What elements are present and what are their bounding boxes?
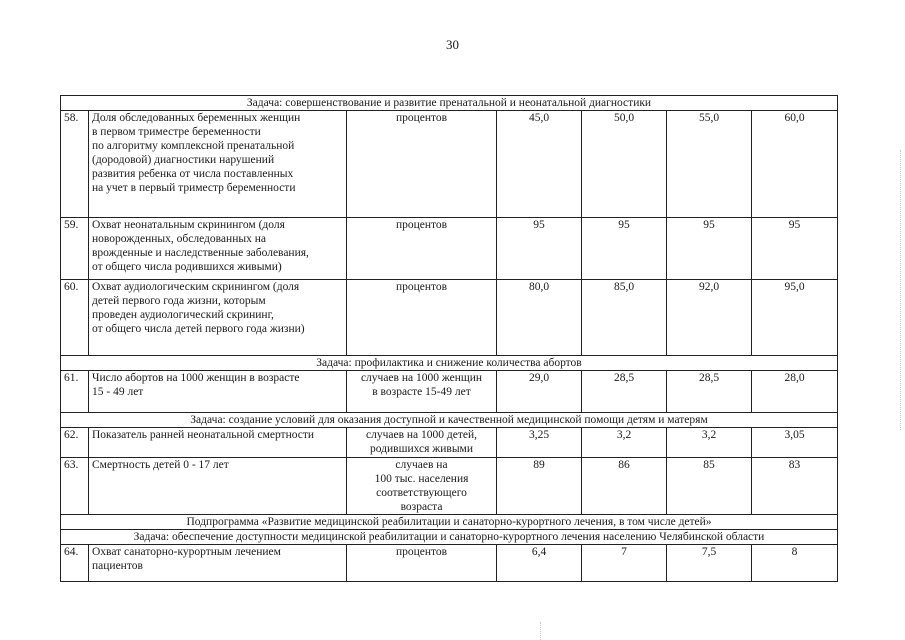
row-number: 62. — [61, 428, 89, 458]
indicators-table — [60, 95, 838, 582]
unit-cell: случаев на 1000 женщин в возрасте 15-49 лет — [347, 371, 497, 413]
value-cell: 7 — [582, 545, 667, 582]
value-cell: 29,0 — [497, 371, 582, 413]
value-cell: 95 — [497, 218, 582, 280]
value-cell: 95 — [752, 218, 838, 280]
value-cell: 28,5 — [582, 371, 667, 413]
value-cell: 80,0 — [497, 280, 582, 356]
indicator-name: Охват неонатальным скринингом (доля новорожденных, обследованных на врожденные и наследственные заболевания, от общего числа родившихся живыми) — [89, 218, 347, 280]
scan-artifact — [899, 150, 901, 430]
indicator-name: Охват аудиологическим скринингом (доля детей первого года жизни, которым проведен аудиологический скрининг, от общего числа детей первого года жизни) — [89, 280, 347, 356]
value-cell: 28,0 — [752, 371, 838, 413]
page-number: 30 — [446, 37, 459, 52]
indicator-name: Доля обследованных беременных женщин в первом триместре беременности по алгоритму комплексной пренатальной (дородовой) диагностики нарушений развития ребенка от числа поставленных на учет в первый триместр беременности — [89, 111, 347, 218]
table-row — [61, 280, 838, 356]
section-title: Задача: профилактика и снижение количества абортов — [61, 356, 838, 371]
unit-cell: процентов — [347, 218, 497, 280]
value-cell: 95,0 — [752, 280, 838, 356]
value-cell: 92,0 — [667, 280, 752, 356]
section-row — [61, 356, 838, 371]
table-row — [61, 545, 838, 582]
unit-cell: случаев на 1000 детей, родившихся живыми — [347, 428, 497, 458]
value-cell: 60,0 — [752, 111, 838, 218]
row-number: 59. — [61, 218, 89, 280]
section-row — [61, 515, 838, 530]
value-cell: 8 — [752, 545, 838, 582]
value-cell: 7,5 — [667, 545, 752, 582]
value-cell: 85 — [667, 458, 752, 515]
unit-cell: случаев на 100 тыс. населения соответствующего возраста — [347, 458, 497, 515]
value-cell: 55,0 — [667, 111, 752, 218]
unit-cell: процентов — [347, 280, 497, 356]
value-cell: 28,5 — [667, 371, 752, 413]
row-number: 58. — [61, 111, 89, 218]
indicator-name: Охват санаторно-курортным лечением пациентов — [89, 545, 347, 582]
section-title: Задача: совершенствование и развитие пренатальной и неонатальной диагностики — [61, 96, 838, 111]
row-number: 64. — [61, 545, 89, 582]
value-cell: 3,05 — [752, 428, 838, 458]
table-row — [61, 428, 838, 458]
section-title: Задача: обеспечение доступности медицинской реабилитации и санаторно-курортного лечения населению Челябинской области — [61, 530, 838, 545]
table-row — [61, 371, 838, 413]
scan-artifact — [540, 622, 542, 640]
table-row — [61, 218, 838, 280]
unit-cell: процентов — [347, 111, 497, 218]
section-title: Подпрограмма «Развитие медицинской реабилитации и санаторно-курортного лечения, в том числе детей» — [61, 515, 838, 530]
row-number: 61. — [61, 371, 89, 413]
value-cell: 3,2 — [582, 428, 667, 458]
value-cell: 86 — [582, 458, 667, 515]
indicator-name: Показатель ранней неонатальной смертности — [89, 428, 347, 458]
table-row — [61, 458, 838, 515]
section-row — [61, 530, 838, 545]
value-cell: 45,0 — [497, 111, 582, 218]
section-title: Задача: создание условий для оказания доступной и качественной медицинской помощи детям и матерям — [61, 413, 838, 428]
value-cell: 3,2 — [667, 428, 752, 458]
indicator-name: Смертность детей 0 - 17 лет — [89, 458, 347, 515]
row-number: 63. — [61, 458, 89, 515]
value-cell: 85,0 — [582, 280, 667, 356]
value-cell: 95 — [667, 218, 752, 280]
value-cell: 50,0 — [582, 111, 667, 218]
row-number: 60. — [61, 280, 89, 356]
indicator-name: Число абортов на 1000 женщин в возрасте 15 - 49 лет — [89, 371, 347, 413]
section-row — [61, 413, 838, 428]
table-row — [61, 111, 838, 218]
value-cell: 6,4 — [497, 545, 582, 582]
value-cell: 83 — [752, 458, 838, 515]
value-cell: 89 — [497, 458, 582, 515]
unit-cell: процентов — [347, 545, 497, 582]
section-row — [61, 96, 838, 111]
value-cell: 95 — [582, 218, 667, 280]
value-cell: 3,25 — [497, 428, 582, 458]
